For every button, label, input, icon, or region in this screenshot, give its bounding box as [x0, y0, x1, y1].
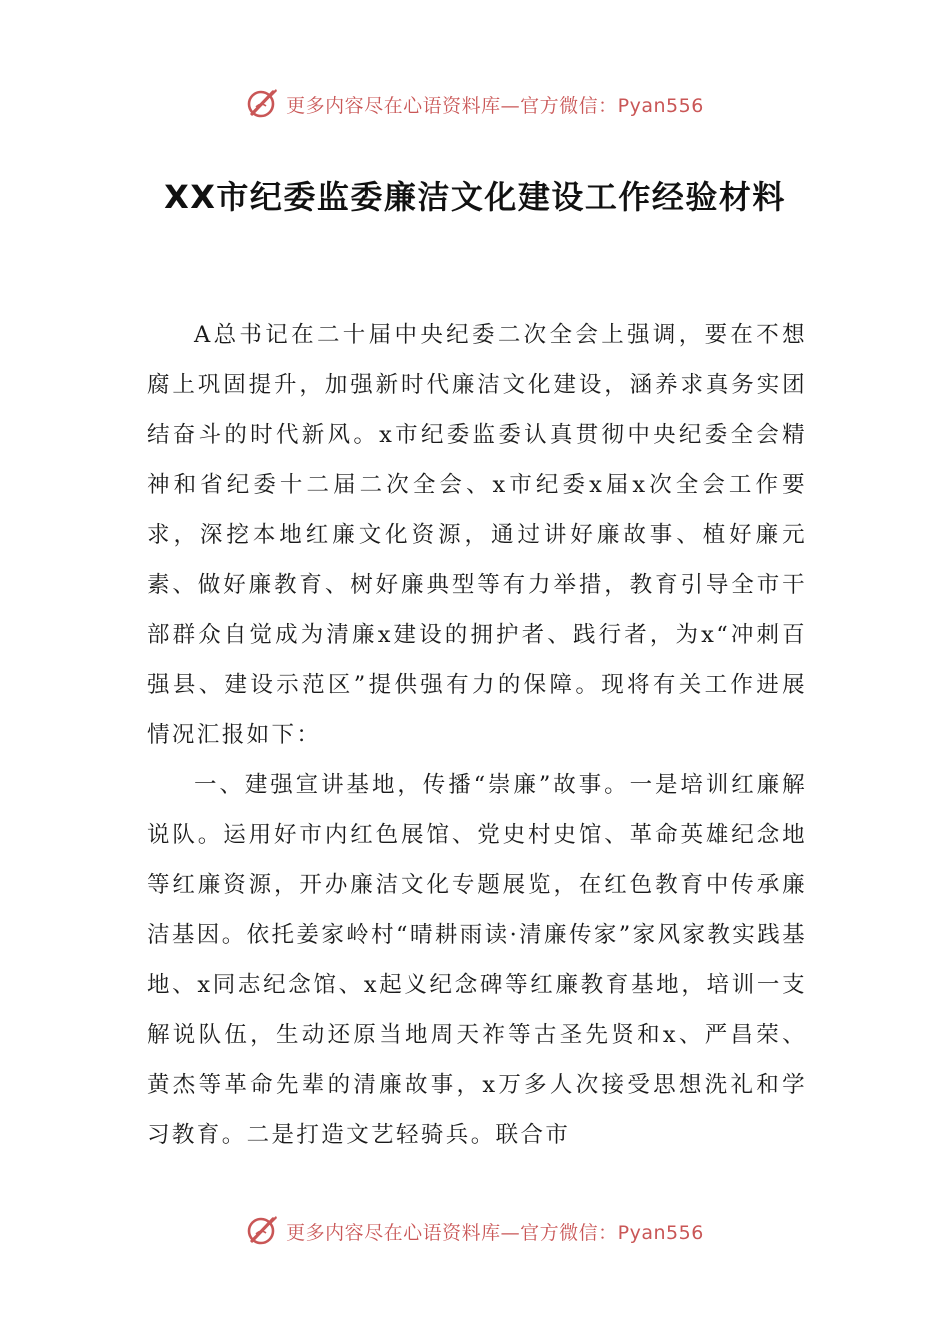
paragraph-section-1: 一、建强宣讲基地，传播“崇廉”故事。一是培训红廉解说队。运用好市内红色展馆、党史村史馆、革命英雄纪念地等红廉资源，开办廉洁文化专题展览，在红色教育中传承廉洁基因。依托姜家岭村“晴耕雨读·清廉传家”家风家教实践基地、x同志纪念馆、x起义纪念碑等红廉教育基地，培训一支解说队伍，生动还原当地周天祚等古圣先贤和x、严昌荣、黄杰等革命先辈的清廉故事，x万多人次接受思想洗礼和学习教育。二是打造文艺轻骑兵。联合市	[147, 772, 807, 1148]
document-title: XX市纪委监委廉洁文化建设工作经验材料	[164, 178, 786, 216]
paragraph-intro: A总书记在二十届中央纪委二次全会上强调，要在不想腐上巩固提升，加强新时代廉洁文化建设，涵养求真务实团结奋斗的时代新风。x市纪委监委认真贯彻中央纪委全会精神和省纪委十二届二次全会、x市纪委x届x次全会工作要求，深挖本地红廉文化资源，通过讲好廉故事、植好廉元素、做好廉教育、树好廉典型等有力举措，教育引导全市干部群众自觉成为清廉x建设的拥护者、践行者，为x“冲刺百强县、建设示范区”提供强有力的保障。现将有关工作进展情况汇报如下：	[147, 322, 807, 748]
watermark-label: 更多内容尽在心语资料库—官方微信：	[286, 1221, 618, 1244]
document-body	[147, 310, 807, 1160]
watermark-wechat-id: Pyan556	[617, 1221, 704, 1244]
watermark-text	[286, 91, 704, 118]
watermark-text	[286, 1218, 704, 1245]
footer-watermark	[0, 1211, 950, 1251]
watermark-label: 更多内容尽在心语资料库—官方微信：	[286, 94, 618, 117]
watermark-wechat-id: Pyan556	[617, 94, 704, 117]
pen-logo-icon	[246, 87, 280, 121]
header-watermark	[0, 84, 950, 124]
pen-logo-icon	[246, 1214, 280, 1248]
